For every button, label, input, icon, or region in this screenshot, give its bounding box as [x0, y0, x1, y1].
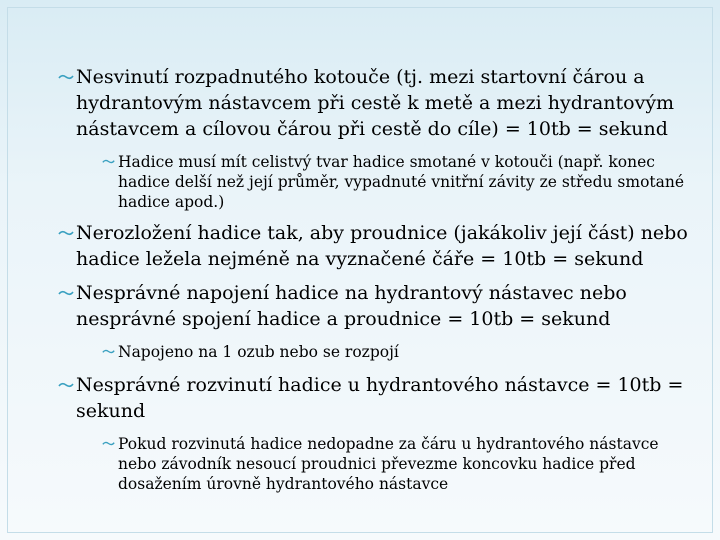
bullet-item-4	[58, 372, 688, 424]
sub-bullet-text-2: Napojeno na 1 ozub nebo se rozpojí	[118, 343, 399, 361]
bullet-item-1	[58, 64, 688, 142]
bullet-item-2	[58, 220, 688, 272]
sub-bullet-item-2	[102, 342, 688, 362]
slide-content	[58, 64, 688, 494]
wavy-dash-icon	[102, 158, 115, 165]
bullet-text-3: Nesprávné napojení hadice na hydrantový nástavec nebo nesprávné spojení hadice a proudnice = 10tb = sekund	[76, 282, 627, 330]
sub-bullet-item-1	[102, 152, 688, 212]
bullet-text-4: Nesprávné rozvinutí hadice u hydrantového nástavce = 10tb = sekund	[76, 374, 684, 422]
sub-bullet-text-1: Hadice musí mít celistvý tvar hadice smotané v kotouči (např. konec hadice delší než její průměr, vypadnuté vnitřní závity ze středu smotané hadice apod.)	[118, 153, 685, 211]
wavy-dash-icon	[58, 381, 74, 389]
wavy-dash-icon	[58, 289, 74, 297]
wavy-dash-icon	[102, 440, 115, 447]
bullet-item-3	[58, 280, 688, 332]
wavy-dash-icon	[58, 229, 74, 237]
bullet-text-1: Nesvinutí rozpadnutého kotouče (tj. mezi startovní čárou a hydrantovým nástavcem při cestě k metě a mezi hydrantovým nástavcem a cílovou čárou při cestě do cíle) = 10tb = sekund	[76, 66, 675, 140]
sub-bullet-text-3: Pokud rozvinutá hadice nedopadne za čáru u hydrantového nástavce nebo závodník nesoucí proudnici převezme koncovku hadice před dosažením úrovně hydrantového nástavce	[118, 435, 659, 493]
bullet-text-2: Nerozložení hadice tak, aby proudnice (jakákoliv její část) nebo hadice ležela nejméně na vyznačené čáře = 10tb = sekund	[76, 222, 688, 270]
wavy-dash-icon	[102, 348, 115, 355]
sub-bullet-item-3	[102, 434, 688, 494]
wavy-dash-icon	[58, 73, 74, 81]
